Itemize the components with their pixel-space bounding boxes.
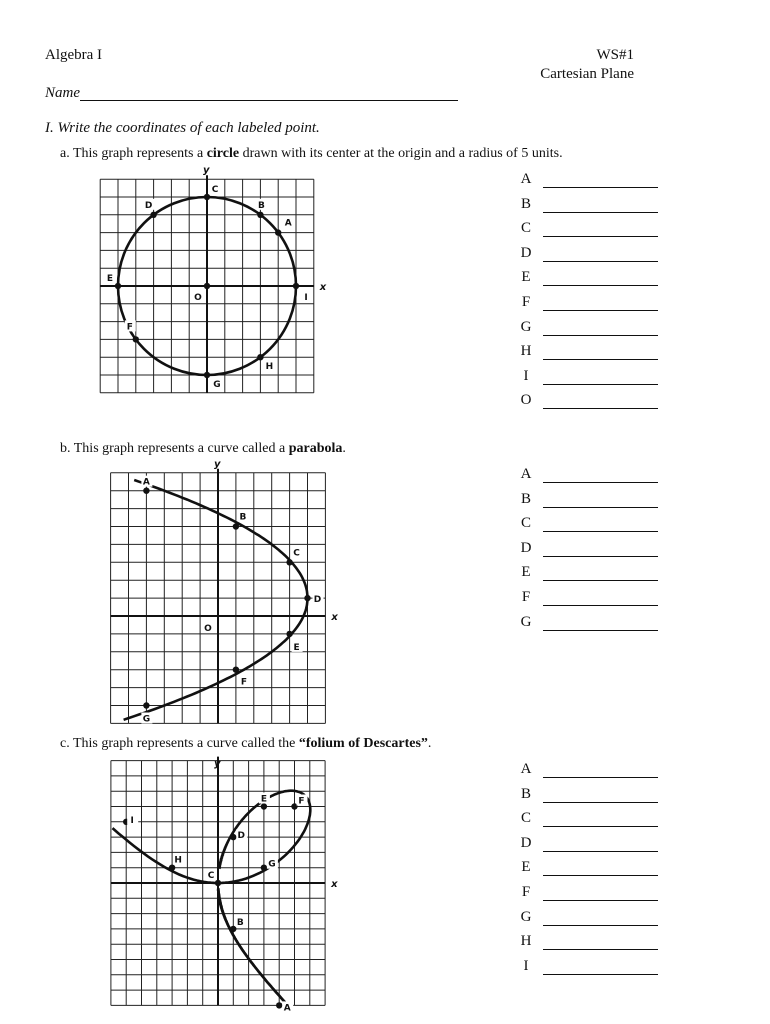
answer-label: I: [523, 957, 529, 974]
answer-row-b-c: [512, 515, 662, 540]
answer-blank[interactable]: [543, 335, 658, 336]
answer-row-a-f: [512, 294, 662, 319]
answer-row-c-b: [512, 786, 662, 811]
point-b: [233, 523, 239, 529]
answer-label: C: [520, 515, 531, 532]
point-label: D: [313, 595, 322, 606]
y-axis-label: y: [214, 458, 221, 470]
answer-row-a-b: [512, 196, 662, 221]
answer-blank[interactable]: [543, 261, 658, 262]
parabola-graph: [106, 458, 338, 728]
answer-row-c-g: [512, 909, 662, 934]
answer-blank[interactable]: [543, 777, 658, 778]
section-c-prompt: [60, 736, 431, 752]
point-a: [275, 229, 281, 235]
answer-blank[interactable]: [543, 826, 658, 827]
point-c: [204, 194, 210, 200]
answer-row-b-d: [512, 540, 662, 565]
answer-row-c-e: [512, 859, 662, 884]
point-label: E: [106, 274, 114, 284]
answer-blank[interactable]: [543, 531, 658, 532]
answer-row-b-b: [512, 491, 662, 516]
section-b-suffix: .: [342, 441, 346, 456]
point-label: G: [142, 714, 151, 725]
point-label: G: [268, 859, 276, 870]
answer-blank[interactable]: [543, 875, 658, 876]
answer-label: B: [520, 785, 531, 802]
point-label: E: [260, 794, 267, 805]
answer-blank[interactable]: [543, 408, 658, 409]
x-axis-label: x: [331, 879, 338, 890]
point-label: H: [265, 362, 274, 373]
answer-blank[interactable]: [543, 384, 658, 385]
point-h: [257, 354, 263, 360]
answer-label: F: [521, 883, 531, 900]
folium-lower-curve: [218, 889, 287, 1005]
point-d: [304, 595, 310, 601]
instruction: I. Write the coordinates of each labeled point.: [45, 120, 320, 136]
folium-branch-curve: [218, 889, 287, 1005]
answers-a: [512, 171, 662, 417]
section-b-prefix: b. This graph represents a curve called a: [60, 441, 289, 456]
answer-blank[interactable]: [543, 310, 658, 311]
section-c-keyword: “folium of Descartes”: [298, 736, 428, 751]
answer-label: O: [520, 392, 532, 409]
answer-blank[interactable]: [543, 925, 658, 926]
point-label: B: [239, 512, 247, 523]
answer-row-a-h: [512, 343, 662, 368]
answer-label: G: [520, 613, 532, 630]
answer-blank[interactable]: [543, 949, 658, 950]
answer-label: D: [520, 244, 532, 261]
point-a: [143, 488, 149, 494]
point-a: [276, 1002, 282, 1008]
section-b-keyword: parabola: [288, 441, 343, 456]
point-label: C: [207, 871, 215, 881]
parabola-curve: [124, 477, 308, 720]
answer-blank[interactable]: [543, 212, 658, 213]
answers-c: [512, 761, 662, 982]
point-i: [293, 283, 299, 289]
answer-row-a-i: [512, 368, 662, 393]
answer-row-b-f: [512, 589, 662, 614]
answer-label: F: [521, 588, 531, 605]
answer-label: D: [520, 834, 532, 851]
section-b-prompt: [60, 441, 346, 457]
point-e: [115, 283, 121, 289]
point-label: B: [257, 200, 265, 211]
point-label: D: [144, 200, 153, 211]
answer-blank[interactable]: [543, 974, 658, 975]
answer-row-b-g: [512, 614, 662, 639]
answer-blank[interactable]: [543, 630, 658, 631]
point-label: C: [293, 548, 300, 559]
point-label: B: [236, 917, 244, 928]
worksheet-topic: Cartesian Plane: [540, 66, 634, 82]
answer-row-c-d: [512, 835, 662, 860]
point-label: E: [293, 642, 300, 653]
point-g: [143, 702, 149, 708]
answer-blank[interactable]: [543, 482, 658, 483]
answer-label: A: [520, 466, 532, 482]
answer-blank[interactable]: [543, 802, 658, 803]
point-label: G: [213, 380, 221, 390]
answer-row-b-e: [512, 564, 662, 589]
answer-row-a-d: [512, 245, 662, 270]
answer-blank[interactable]: [543, 900, 658, 901]
point-f: [133, 336, 139, 342]
section-c-prefix: c. This graph represents a curve called the: [60, 736, 299, 751]
point-b: [257, 212, 263, 218]
point-g: [204, 372, 210, 378]
point-label: D: [237, 831, 246, 842]
answer-row-a-o: [512, 392, 662, 417]
origin-label: O: [204, 624, 212, 634]
answer-row-a-g: [512, 319, 662, 344]
answer-blank[interactable]: [543, 187, 658, 188]
answer-blank[interactable]: [543, 236, 658, 237]
x-axis-label: x: [331, 612, 338, 623]
answers-b: [512, 466, 662, 638]
section-a-suffix: drawn with its center at the origin and a radius of 5 units.: [239, 146, 563, 161]
answer-row-a-c: [512, 220, 662, 245]
point-label: F: [298, 796, 305, 807]
point-label: A: [283, 1003, 291, 1014]
answer-label: C: [520, 810, 531, 827]
point-label: A: [142, 477, 150, 488]
answer-label: F: [521, 293, 531, 310]
point-label: F: [240, 677, 247, 688]
point-f: [233, 667, 239, 673]
point-label: O: [194, 293, 202, 303]
answer-label: C: [520, 220, 531, 237]
answer-row-c-i: [512, 958, 662, 983]
answer-label: B: [520, 490, 531, 507]
answer-label: A: [520, 171, 532, 187]
point-label: A: [284, 218, 292, 229]
point-g: [261, 865, 267, 871]
answer-row-b-a: [512, 466, 662, 491]
answer-row-c-a: [512, 761, 662, 786]
answer-blank[interactable]: [543, 507, 658, 508]
point-d: [230, 834, 236, 840]
answer-row-c-c: [512, 810, 662, 835]
section-a-prefix: a. This graph represents a: [60, 146, 207, 161]
point-e: [286, 631, 292, 637]
worksheet-number: WS#1: [596, 47, 634, 63]
answer-label: E: [521, 269, 531, 286]
point-d: [150, 212, 156, 218]
answer-blank[interactable]: [543, 285, 658, 286]
circle-graph: [100, 165, 340, 408]
answer-label: A: [520, 761, 532, 777]
point-c: [215, 880, 221, 886]
point-o: [204, 283, 210, 289]
section-c-suffix: .: [427, 736, 432, 751]
answer-label: I: [523, 367, 529, 384]
answer-row-a-e: [512, 269, 662, 294]
answer-row-c-h: [512, 933, 662, 958]
point-label: H: [174, 855, 182, 866]
point-label: F: [126, 322, 133, 333]
name-line[interactable]: [80, 100, 458, 101]
y-axis-label: y: [203, 165, 210, 177]
answer-label: B: [520, 195, 531, 212]
answer-row-a-a: [512, 171, 662, 196]
answer-row-c-f: [512, 884, 662, 909]
answer-label: E: [521, 859, 531, 876]
point-label: I: [304, 293, 308, 303]
point-label: C: [211, 185, 219, 195]
name-label: Name: [45, 85, 80, 101]
course-title: Algebra I: [45, 47, 103, 63]
answer-label: E: [521, 564, 531, 581]
section-a-prompt: [60, 146, 563, 162]
folium-graph: [112, 758, 338, 1014]
y-axis-label: y: [214, 758, 221, 770]
x-axis-label: x: [319, 282, 327, 293]
answer-label: H: [520, 343, 532, 360]
answer-label: G: [520, 318, 532, 335]
point-label: I: [130, 815, 134, 826]
answer-blank[interactable]: [543, 580, 658, 581]
answer-blank[interactable]: [543, 851, 658, 852]
answer-blank[interactable]: [543, 605, 658, 606]
answer-blank[interactable]: [543, 556, 658, 557]
section-a-keyword: circle: [206, 146, 240, 161]
answer-label: H: [520, 933, 532, 950]
answer-blank[interactable]: [543, 359, 658, 360]
point-c: [286, 559, 292, 565]
answer-label: D: [520, 539, 532, 556]
answer-label: G: [520, 908, 532, 925]
